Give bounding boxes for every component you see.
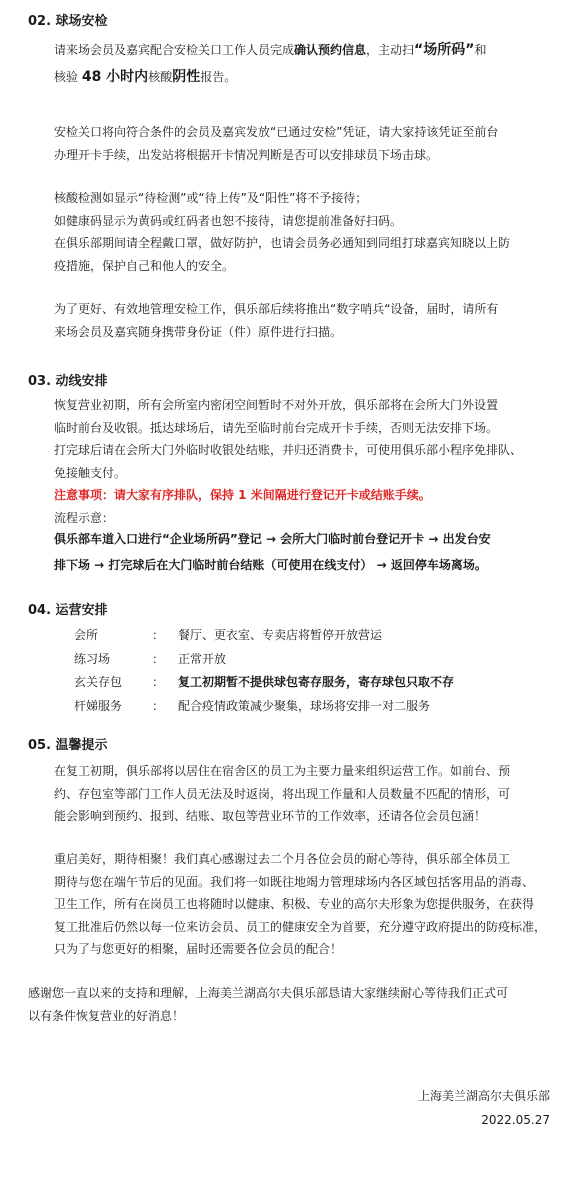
section-05-title: 05. 温馨提示 (28, 738, 108, 753)
section-03-para-1: 恢复营业初期，所有会所室内密闭空间暂时不对外开放，俱乐部将在会所大门外设置 临时前台及收银。抵达球场后，请先至临时前台完成开卡手续，否则无法安排下场。 打完球后请在会所大门外临时收银处结账，并归还消费卡，可使用俱乐部小程序免排队、 免接触支付。 (54, 398, 523, 480)
section-05-para-2: 重启美好，期待相聚！我们真心感谢过去二个月各位会员的耐心等待，俱乐部全体员工 期待与您在端午节后的见面。我们将一如既往地竭力管理球场内各区域包括客用品的消毒、 卫生工作，所有在岗员工也将随时以健康、积极、专业的高尔夫形象为您提供服务，在获得 复工批准后仍然以每一位来访会员、员工的健康安全为首要，充分遵守政府提出的防疫标准， 只为了与您更好的相聚，届时还需要各位会员的配合！ (54, 852, 547, 956)
section-03-flow: 俱乐部车道入口进行“企业场所码”登记 → 会所大门临时前台登记开卡 → 出发台安 排下场 → 打完球后在大门临时前台结账（可使用在线支付） → 返回停车场离场。 (54, 532, 491, 572)
section-02-para-3: 核酸检测如显示“待检测”或“待上传”及“阳性”将不予接待； 如健康码显示为黄码或红码者也恕不接待，请您提前准备好扫码。 在俱乐部期间请全程戴口罩，做好防护，也请会员务必通知到同组打球嘉宾知晓以上防 疫措施，保护自己和他人的安全。 (54, 191, 511, 273)
signature-org: 上海美兰湖高尔夫俱乐部 (417, 1089, 550, 1103)
section-05-para-3: 感谢您一直以来的支持和理解，上海美兰湖高尔夫俱乐部恳请大家继续耐心等待我们正式可 以有条件恢复营业的好消息！ (28, 986, 509, 1023)
notice-document: 02. 球场安检 请来场会员及嘉宾配合安检关口工作人员完成确认预约信息，主动扫“场所码”和 核验 48 小时内核酸阴性报告。 安检关口将向符合条件的会员及嘉宾发放“已通过安检”凭证，请大家持该凭证至前台 办理开卡手续，出发站将根据开卡情况判断是否可以安排球员下场击球。 核酸检测如显示“待检测”或“待上传”及“阳性”将不予接待； 如健康码显示为黄码或红码者也恕不接待，请您提前准备好扫码。 在俱乐部期间请全程戴口罩，做好防护，也请会员务必通知到同组打球嘉宾知晓以上防 疫措施，保护自己和他人的安全。 为了更好、有效地管理安检工作，俱乐部后续将推出“数字哨兵“设备，届时，请所有 来场会员及嘉宾随身携带身份证（件）原件进行扫描。 03. 动线安排 恢复营业初期，所有会所室内密闭空间暂时不对外开放，俱乐部将在会所大门外设置 临时前台及收银。抵达球场后，请先至临时前台完成开卡手续，否则无法安排下场。 打完球后请在会所大门外临时收银处结账，并归还消费卡，可使用俱乐部小程序免排队、 免接触支付。 注意事项：请大家有序排队，保持 1 米间隔进行登记开卡或结账手续。 流程示意： 俱乐部车道入口进行“企业场所码”登记 → 会所大门临时前台登记开卡 → 出发台安 排下场 → 打完球后在大门临时前台结账（可使用在线支付） → 返回停车场离场。 04. 运营安排 会所 ： 餐厅、更衣室、专卖店将暂停开放营运 练习场 ： 正常开放 玄关存包 ： 复工初期暂不提供球包寄存服务，寄存球包只取不存 杆娣服务 ： 配合疫情政策减少聚集，球场将安排一对二服务 05. 温馨提示 在复工初期，俱乐部将以居住在宿舍区的员工为主要力量来组织运营工作。如前台、预 约、存包室等部门工作人员无法及时返岗，将出现工作量和人员数量不匹配的情形，可 能会影响到预约、报到、结账、取包等营业环节的工作效率，还请各位会员包涵！ 重启美好，期待相聚！我们真心感谢过去二个月各位会员的耐心等待，俱乐部全体员工 期待与您在端午节后的见面。我们将一如既往地竭力管理球场内各区域包括客用品的消毒、 卫生工作，所有在岗员工也将随时以健康、积极、专业的高尔夫形象为您提供服务，在获得 复工批准后仍然以每一位来访会员、员工的健康安全为首要，充分遵守政府提出的防疫标准， 只为了与您更好的相聚，届时还需要各位会员的配合！ 感谢您一直以来的支持和理解，上海美兰湖高尔夫俱乐部恳请大家继续耐心等待我们正式可 以有条件恢复营业的好消息！ 上海美兰湖高尔夫俱乐部 2022.05.27 (0, 0, 580, 1188)
section-02-para-1: 请来场会员及嘉宾配合安检关口工作人员完成确认预约信息，主动扫“场所码”和 核验 48 小时内核酸阴性报告。 (54, 42, 487, 85)
section-05-para-1: 在复工初期，俱乐部将以居住在宿舍区的员工为主要力量来组织运营工作。如前台、预 约、存包室等部门工作人员无法及时返岗，将出现工作量和人员数量不匹配的情形，可 能会影响到预约、报到、结账、取包等营业环节的工作效率，还请各位会员包涵！ (54, 764, 511, 823)
section-03-notice: 注意事项：请大家有序排队，保持 1 米间隔进行登记开卡或结账手续。 流程示意： (54, 488, 431, 525)
section-02-para-2: 安检关口将向符合条件的会员及嘉宾发放“已通过安检”凭证，请大家持该凭证至前台 办理开卡手续，出发站将根据开卡情况判断是否可以安排球员下场击球。 (54, 125, 499, 162)
signature-date: 2022.05.27 (481, 1113, 550, 1127)
section-02-para-4: 为了更好、有效地管理安检工作，俱乐部后续将推出“数字哨兵“设备，届时，请所有 来场会员及嘉宾随身携带身份证（件）原件进行扫描。 (54, 302, 499, 339)
section-03-title: 03. 动线安排 (28, 374, 108, 389)
section-04-title: 04. 运营安排 (28, 603, 108, 618)
section-02-title: 02. 球场安检 (28, 14, 108, 29)
